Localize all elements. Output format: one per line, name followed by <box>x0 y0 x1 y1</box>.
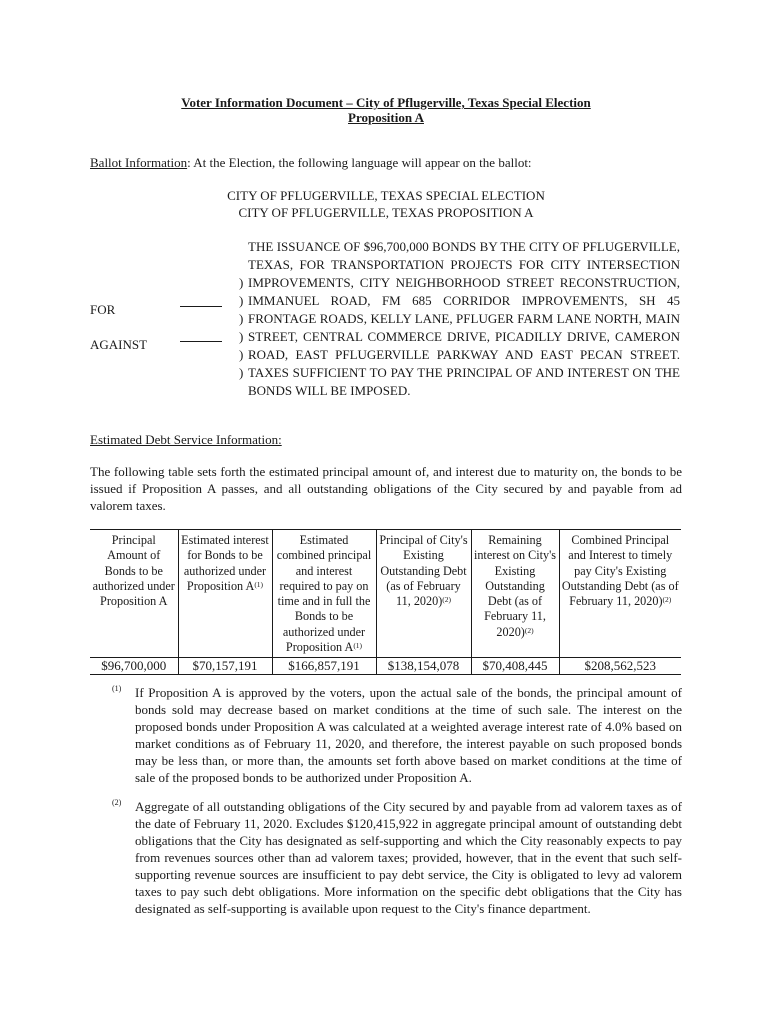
paren-mark: ) <box>239 347 244 362</box>
table-cell: $70,408,445 <box>471 658 559 675</box>
ballot-heading-line-2: CITY OF PFLUGERVILLE, TEXAS PROPOSITION A <box>238 205 534 220</box>
vote-against-line[interactable] <box>180 341 222 342</box>
paren-mark: ) <box>239 293 244 308</box>
table-cell: $96,700,000 <box>90 658 178 675</box>
ballot-information-label: Ballot Information <box>90 155 188 170</box>
table-header-cell: Estimated combined principal and interest required to pay on time and in full the Bonds to be authorized under Proposition $A^{(1)}$ <box>272 530 376 658</box>
ballot-information <box>90 155 682 170</box>
table-header-cell: Estimated interest for Bonds to be authorized under Proposition $A^{(1)}$ <box>178 530 272 658</box>
footnote-text: If Proposition A is approved by the voters, upon the actual sale of the bonds, the principal amount of bonds sold may decrease based on market conditions at the time of such sale. The interest on the proposed bonds under Proposition A was calculated at a weighted average interest rate of 4.0% based on market conditions as of February 11, 2020, and therefore, the interest payable on such proposed bonds may be less than, or more than, the amounts set forth above based on market conditions at the time of sale of the proposed bonds to be authorized under Proposition A. <box>135 685 682 785</box>
estimated-debt-heading: Estimated Debt Service Information: <box>90 432 282 447</box>
paren-mark: ) <box>239 311 244 326</box>
footnote-marker: (2) <box>112 798 122 807</box>
ballot-heading-line-1: CITY OF PFLUGERVILLE, TEXAS SPECIAL ELECTION <box>227 188 545 203</box>
table-header-row <box>90 530 681 658</box>
table-row <box>90 658 681 675</box>
document-title-line-2: Proposition A <box>348 110 424 125</box>
ballot-information-text: : At the Election, the following language will appear on the ballot: <box>187 155 532 170</box>
table-cell: $208,562,523 <box>559 658 681 675</box>
proposition-text: THE ISSUANCE OF $96,700,000 BONDS BY THE CITY OF PFLUGERVILLE, TEXAS, FOR TRANSPORTATION PROJECTS FOR CITY INTERSECTION IMPROVEMENTS, CITY NEIGHBORHOOD STREET RECONSTRUCTION, IMMANUEL ROAD, FM 685 CORRIDOR IMPROVEMENTS, SH 45 FRONTAGE ROADS, KELLY LANE, PFLUGER FARM LANE NORTH, MAIN STREET, CENTRAL COMMERCE DRIVE, PICADILLY DRIVE, CAMERON ROAD, EAST PFLUGERVILLE PARKWAY AND EAST PECAN STREET. TAXES SUFFICIENT TO PAY THE PRINCIPAL OF AND INTEREST ON THE BONDS WILL BE IMPOSED. <box>248 239 680 398</box>
table-cell: $138,154,078 <box>376 658 471 675</box>
intro-paragraph: The following table sets forth the estimated principal amount of, and interest due to maturity on, the bonds to be issued if Proposition A passes, and all outstanding obligations of the City secured by and payable from ad valorem taxes. <box>90 464 682 513</box>
ballot-heading <box>90 187 682 221</box>
table-cell: $70,157,191 <box>178 658 272 675</box>
table-header-cell: Remaining interest on City's Existing Outstanding Debt (as of February 11, 2020)$^{(2)}$ <box>471 530 559 658</box>
paren-mark: ) <box>239 275 244 290</box>
document-title-line-1: Voter Information Document – City of Pflugerville, Texas Special Election <box>181 95 591 110</box>
vote-for-line[interactable] <box>180 306 222 307</box>
debt-service-table <box>90 529 681 675</box>
footnote-marker: (1) <box>112 684 122 693</box>
vote-against-label: AGAINST <box>90 337 148 352</box>
footnote-text: Aggregate of all outstanding obligations of the City secured by and payable from ad valorem taxes as of the date of February 11, 2020. Excludes $120,415,922 in aggregate principal amount of outstanding debt obligations that the City has designated as self-supporting and which the City reasonably expects to pay from revenues sources other than ad valorem taxes; provided, however, that in the event that such self-supporting revenue sources are insufficient to pay debt service, the City is obligated to levy ad valorem taxes to pay such debt obligations. More information on the specific debt obligations that the City has designated as self-supporting is available upon request to the City's finance department. <box>135 799 682 916</box>
table-header-cell: Combined Principal and Interest to timely pay City's Existing Outstanding Debt (as of February 11, 2020)$^{(2)}$ <box>559 530 681 658</box>
paren-column <box>239 274 243 382</box>
paren-mark: ) <box>239 329 244 344</box>
document-title <box>90 95 682 125</box>
vote-for-label: FOR <box>90 302 116 317</box>
table-cell: $166,857,191 <box>272 658 376 675</box>
table-header-cell: Principal of City's Existing Outstanding Debt (as of February 11, 2020)$^{(2)}$ <box>376 530 471 658</box>
table-header-cell: Principal Amount of Bonds to be authorized under Proposition A <box>90 530 178 658</box>
paren-mark: ) <box>239 365 244 380</box>
